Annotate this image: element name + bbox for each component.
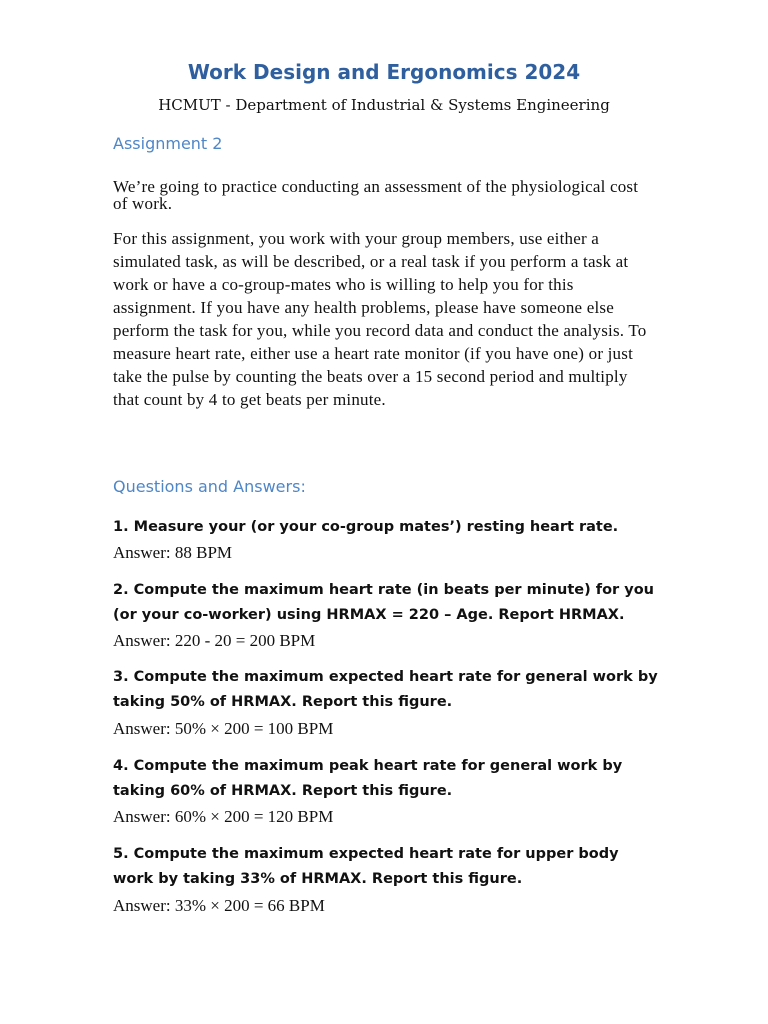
document-subtitle: HCMUT - Department of Industrial & Systems Engineering [158,96,610,114]
question-4: 4. Compute the maximum peak heart rate for general work by taking 60% of HRMAX. Report this figure. [113,758,623,799]
question-1: 1. Measure your (or your co-group mates’) resting heart rate. [113,519,619,535]
answer-4: Answer: 60% × 200 = 120 BPM [113,807,334,826]
qa-heading: Questions and Answers: [113,477,306,496]
question-5: 5. Compute the maximum expected heart rate for upper body work by taking 33% of HRMAX. Report this figure. [113,846,619,887]
instructions-paragraph: For this assignment, you work with your group members, use either a simulated task, as will be described, or a real task if you perform a task at work or have a co-group-mates who is willing to help you for this assignment. If you have any health problems, please have someone else perform the task for you, while you record data and conduct the analysis. To measure heart rate, either use a heart rate monitor (if you have one) or just take the pulse by counting the beats over a 15 second period and multiply that count by 4 to get beats per minute. [113,229,647,409]
answer-3: Answer: 50% × 200 = 100 BPM [113,719,334,738]
intro-paragraph: We’re going to practice conducting an assessment of the physiological cost of work. [113,177,639,213]
question-3: 3. Compute the maximum expected heart rate for general work by taking 50% of HRMAX. Report this figure. [113,669,658,710]
assignment-heading: Assignment 2 [113,134,223,153]
question-2: 2. Compute the maximum heart rate (in beats per minute) for you (or your co-worker) using HRMAX = 220 – Age. Report HRMAX. [113,582,654,623]
document-title: Work Design and Ergonomics 2024 [187,60,581,84]
answer-2: Answer: 220 - 20 = 200 BPM [113,631,316,650]
answer-5: Answer: 33% × 200 = 66 BPM [113,896,325,915]
answer-1: Answer: 88 BPM [113,543,233,562]
